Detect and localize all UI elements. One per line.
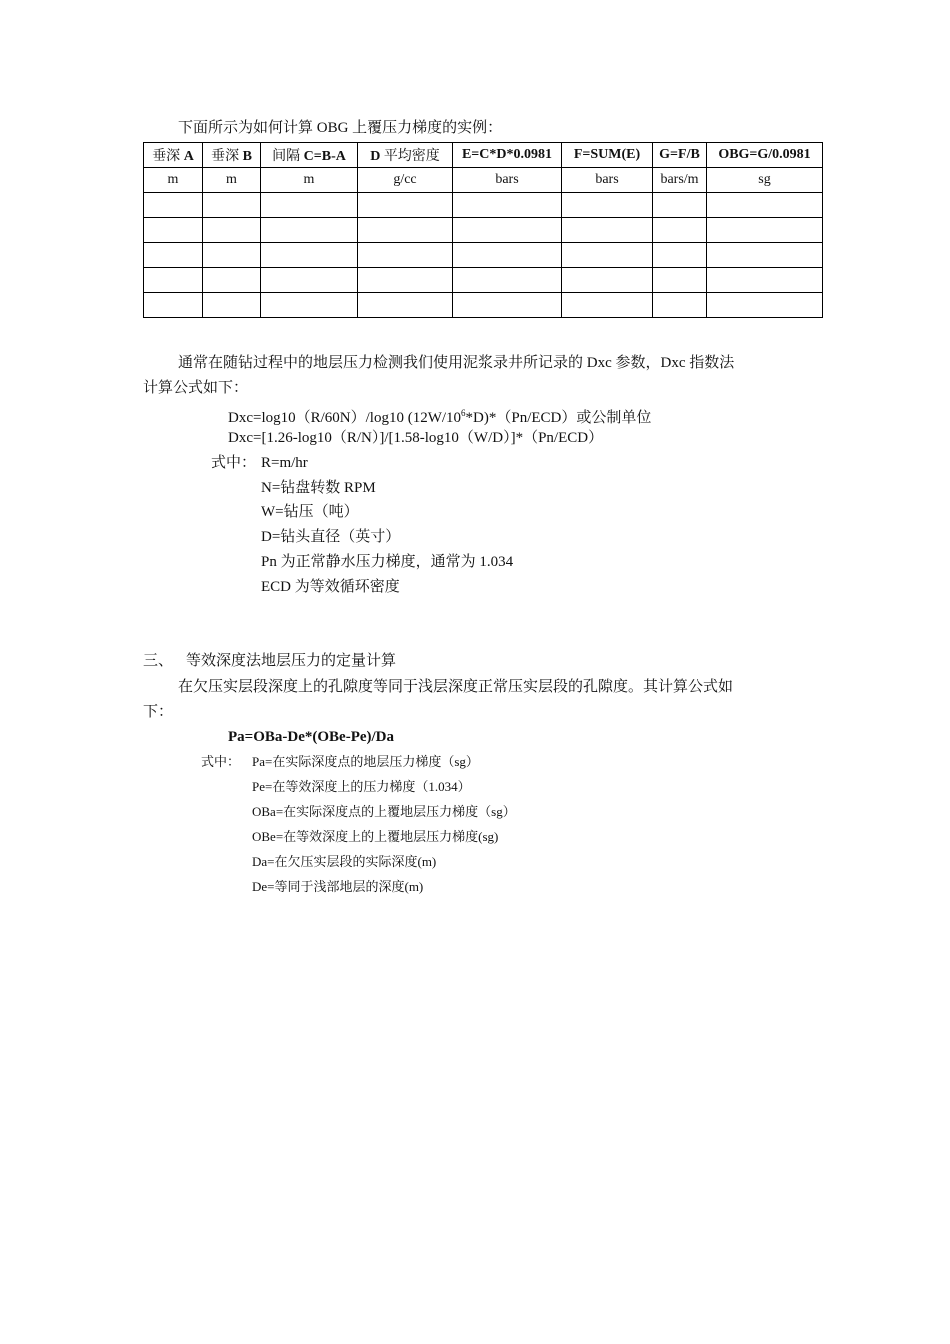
empty-cell: [562, 243, 653, 268]
header-cell: 垂深 B: [203, 143, 261, 168]
header-cell: 垂深 A: [144, 143, 203, 168]
empty-cell: [653, 243, 707, 268]
section-title: 等效深度法地层压力的定量计算: [186, 653, 397, 669]
unit-cell: bars: [453, 168, 562, 193]
obg-table: [143, 142, 823, 318]
header-cell: G=F/B: [653, 143, 707, 168]
empty-cell: [453, 218, 562, 243]
table-row: [144, 268, 823, 293]
section-definition: OBa=在实际深度点的上覆地层压力梯度（sg）: [252, 804, 516, 819]
header-cell: F=SUM(E): [562, 143, 653, 168]
empty-cell: [358, 243, 453, 268]
empty-cell: [707, 268, 823, 293]
empty-cell: [144, 268, 203, 293]
dxc-where-label: 式中：: [211, 455, 257, 471]
empty-cell: [653, 268, 707, 293]
table-row: [144, 243, 823, 268]
intro-text: 下面所示为如何计算 OBG 上覆压力梯度的实例：: [178, 120, 503, 136]
empty-cell: [707, 193, 823, 218]
unit-cell: sg: [707, 168, 823, 193]
dxc-definition: ECD 为等效循环密度: [261, 579, 400, 595]
empty-cell: [707, 293, 823, 318]
empty-cell: [707, 243, 823, 268]
dxc-paragraph-line1: 通常在随钻过程中的地层压力检测我们使用泥浆录井所记录的 Dxc 参数，Dxc 指数法: [178, 355, 735, 371]
empty-cell: [562, 218, 653, 243]
unit-cell: g/cc: [358, 168, 453, 193]
unit-cell: m: [261, 168, 358, 193]
table-row: [144, 293, 823, 318]
empty-cell: [144, 243, 203, 268]
empty-cell: [358, 293, 453, 318]
empty-cell: [358, 218, 453, 243]
empty-cell: [358, 268, 453, 293]
section-definition: De=等同于浅部地层的深度(m): [252, 879, 424, 894]
empty-cell: [453, 268, 562, 293]
empty-cell: [144, 293, 203, 318]
unit-cell: m: [144, 168, 203, 193]
empty-cell: [203, 218, 261, 243]
header-cell: OBG=G/0.0981: [707, 143, 823, 168]
empty-cell: [562, 268, 653, 293]
empty-cell: [261, 268, 358, 293]
empty-cell: [203, 243, 261, 268]
empty-cell: [261, 243, 358, 268]
empty-cell: [261, 218, 358, 243]
dxc-definition: W=钻压（吨）: [261, 504, 359, 520]
empty-cell: [453, 193, 562, 218]
unit-cell: m: [203, 168, 261, 193]
dxc-definition: R=m/hr: [261, 455, 308, 471]
empty-cell: [358, 193, 453, 218]
table-units-row: [144, 168, 823, 193]
table-row: [144, 218, 823, 243]
empty-cell: [653, 193, 707, 218]
section-where-label: 式中：: [201, 754, 241, 769]
unit-cell: bars/m: [653, 168, 707, 193]
empty-cell: [261, 193, 358, 218]
header-cell: E=C*D*0.0981: [453, 143, 562, 168]
section-definition: Pe=在等效深度上的压力梯度（1.034）: [252, 779, 471, 794]
empty-cell: [144, 218, 203, 243]
dxc-definition: Pn 为正常静水压力梯度，通常为 1.034: [261, 554, 514, 570]
section-paragraph-line1: 在欠压实层段深度上的孔隙度等同于浅层深度正常压实层段的孔隙度。其计算公式如: [178, 679, 734, 695]
unit-cell: bars: [562, 168, 653, 193]
empty-cell: [707, 218, 823, 243]
table-header-row: [144, 143, 823, 168]
header-cell: 间隔 C=B-A: [261, 143, 358, 168]
section-definition: Pa=在实际深度点的地层压力梯度（sg）: [252, 754, 479, 769]
empty-cell: [144, 193, 203, 218]
empty-cell: [203, 193, 261, 218]
dxc-definition: D=钻头直径（英寸）: [261, 529, 401, 545]
equivalent-depth-formula: Pa=OBa-De*(OBe-Pe)/Da: [228, 729, 395, 745]
empty-cell: [562, 193, 653, 218]
section-number: 三、: [143, 653, 174, 669]
section-paragraph-line2: 下：: [143, 704, 174, 720]
empty-cell: [453, 293, 562, 318]
dxc-paragraph-line2: 计算公式如下：: [143, 380, 249, 396]
empty-cell: [261, 293, 358, 318]
empty-cell: [562, 293, 653, 318]
empty-cell: [653, 293, 707, 318]
empty-cell: [453, 243, 562, 268]
empty-cell: [653, 218, 707, 243]
dxc-formula-1: Dxc=log10（R/60N）/log10 $(12W/10^6*D)*(Pn/ECD)$或公制单位: [228, 408, 652, 426]
dxc-definition: N=钻盘转数 RPM: [261, 480, 376, 496]
dxc-formula-2: Dxc=[1.26-log10（R/N）]/[1.58-log10（W/D）]*（Pn/ECD）: [228, 430, 604, 446]
table-row: [144, 193, 823, 218]
empty-cell: [203, 268, 261, 293]
header-cell: D 平均密度: [358, 143, 453, 168]
empty-cell: [203, 293, 261, 318]
section-definition: Da=在欠压实层段的实际深度(m): [252, 854, 437, 869]
section-definition: OBe=在等效深度上的上覆地层压力梯度(sg): [252, 829, 499, 844]
